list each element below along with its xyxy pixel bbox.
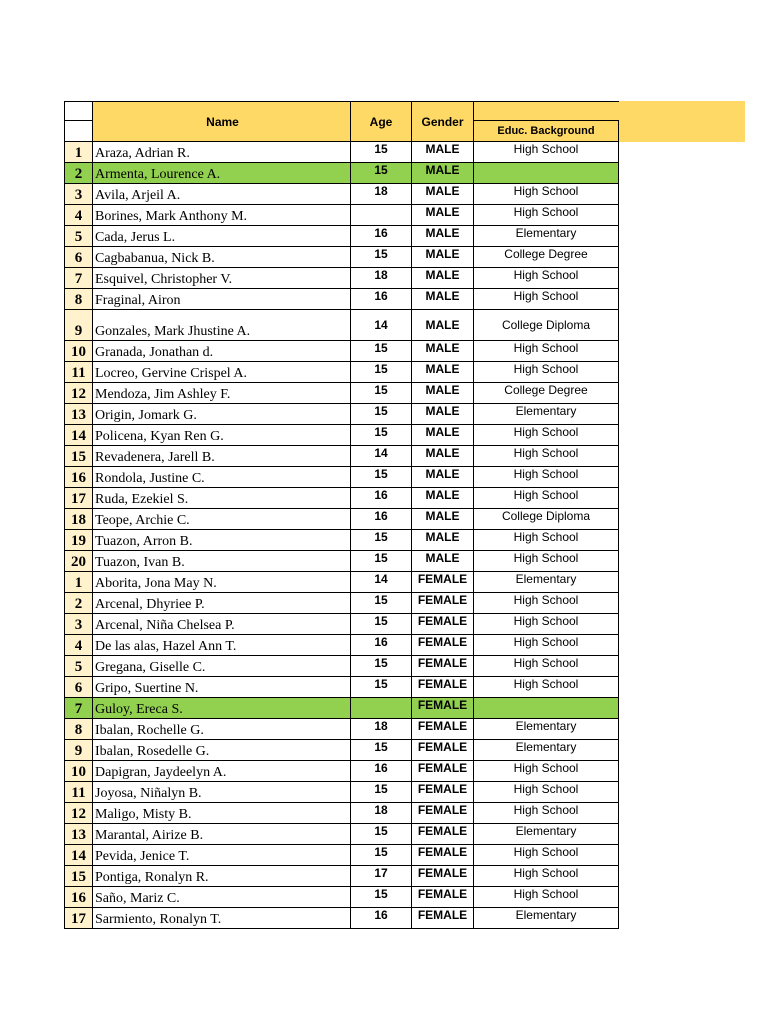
student-age-cell[interactable] bbox=[351, 698, 412, 719]
student-gender-cell[interactable]: FEMALE bbox=[412, 824, 474, 845]
student-name-cell[interactable]: Maligo, Misty B. bbox=[93, 803, 351, 824]
row-number-cell[interactable]: 6 bbox=[65, 247, 93, 268]
row-number-cell[interactable]: 10 bbox=[65, 341, 93, 362]
student-gender-cell[interactable]: MALE bbox=[412, 362, 474, 383]
student-age-cell[interactable]: 15 bbox=[351, 341, 412, 362]
row-number-cell[interactable]: 13 bbox=[65, 404, 93, 425]
student-name-cell[interactable]: Tuazon, Arron B. bbox=[93, 530, 351, 551]
student-name-cell[interactable]: Cagbabanua, Nick B. bbox=[93, 247, 351, 268]
student-gender-cell[interactable]: MALE bbox=[412, 404, 474, 425]
gender-column-header[interactable]: Gender bbox=[412, 102, 474, 142]
student-gender-cell[interactable]: MALE bbox=[412, 551, 474, 572]
row-number-cell[interactable]: 14 bbox=[65, 425, 93, 446]
student-name-cell[interactable]: Borines, Mark Anthony M. bbox=[93, 205, 351, 226]
student-age-cell[interactable]: 18 bbox=[351, 268, 412, 289]
age-column-header[interactable]: Age bbox=[351, 102, 412, 142]
row-number-cell[interactable]: 16 bbox=[65, 467, 93, 488]
table-row bbox=[65, 383, 619, 404]
educ-background-cell[interactable]: High School bbox=[474, 761, 619, 782]
student-name-cell[interactable]: Ibalan, Rochelle G. bbox=[93, 719, 351, 740]
row-number-cell[interactable]: 11 bbox=[65, 782, 93, 803]
student-gender-cell[interactable]: MALE bbox=[412, 247, 474, 268]
student-age-cell[interactable]: 16 bbox=[351, 488, 412, 509]
student-age-cell[interactable]: 15 bbox=[351, 383, 412, 404]
row-number-cell[interactable]: 6 bbox=[65, 677, 93, 698]
student-gender-cell[interactable]: MALE bbox=[412, 488, 474, 509]
table-row bbox=[65, 866, 619, 887]
row-number-cell[interactable]: 4 bbox=[65, 635, 93, 656]
row-number-cell[interactable]: 4 bbox=[65, 205, 93, 226]
educ-background-cell[interactable]: High School bbox=[474, 467, 619, 488]
educ-background-cell[interactable]: High School bbox=[474, 782, 619, 803]
educ-background-cell[interactable]: High School bbox=[474, 446, 619, 467]
educ-background-cell[interactable]: High School bbox=[474, 866, 619, 887]
student-age-cell[interactable]: 15 bbox=[351, 362, 412, 383]
corner-cell-top bbox=[65, 102, 93, 121]
educ-background-cell[interactable]: High School bbox=[474, 845, 619, 866]
table-body bbox=[65, 102, 619, 929]
student-age-cell[interactable]: 15 bbox=[351, 404, 412, 425]
student-name-cell[interactable]: Araza, Adrian R. bbox=[93, 142, 351, 163]
educ-background-cell[interactable]: High School bbox=[474, 803, 619, 824]
educ-background-cell[interactable]: High School bbox=[474, 635, 619, 656]
student-age-cell[interactable]: 15 bbox=[351, 656, 412, 677]
student-gender-cell[interactable]: FEMALE bbox=[412, 803, 474, 824]
student-age-cell[interactable]: 15 bbox=[351, 824, 412, 845]
student-age-cell[interactable]: 15 bbox=[351, 247, 412, 268]
student-age-cell[interactable]: 15 bbox=[351, 782, 412, 803]
table-row bbox=[65, 226, 619, 247]
row-number-cell[interactable]: 7 bbox=[65, 268, 93, 289]
student-name-cell[interactable]: Mendoza, Jim Ashley F. bbox=[93, 383, 351, 404]
student-gender-cell[interactable]: MALE bbox=[412, 163, 474, 184]
student-gender-cell[interactable]: MALE bbox=[412, 205, 474, 226]
table-row bbox=[65, 551, 619, 572]
student-gender-cell[interactable]: FEMALE bbox=[412, 887, 474, 908]
educ-background-cell[interactable]: College Diploma bbox=[474, 509, 619, 530]
student-age-cell[interactable]: 14 bbox=[351, 446, 412, 467]
header-row-1 bbox=[65, 102, 619, 121]
student-name-cell[interactable]: De las alas, Hazel Ann T. bbox=[93, 635, 351, 656]
row-number-cell[interactable]: 3 bbox=[65, 184, 93, 205]
student-gender-cell[interactable]: MALE bbox=[412, 289, 474, 310]
student-age-cell[interactable]: 15 bbox=[351, 467, 412, 488]
student-gender-cell[interactable]: FEMALE bbox=[412, 656, 474, 677]
student-gender-cell[interactable]: FEMALE bbox=[412, 719, 474, 740]
table-row bbox=[65, 425, 619, 446]
row-number-cell[interactable]: 15 bbox=[65, 446, 93, 467]
student-name-cell[interactable]: Armenta, Lourence A. bbox=[93, 163, 351, 184]
student-name-cell[interactable]: Tuazon, Ivan B. bbox=[93, 551, 351, 572]
student-gender-cell[interactable]: FEMALE bbox=[412, 740, 474, 761]
student-name-cell[interactable]: Arcenal, Niña Chelsea P. bbox=[93, 614, 351, 635]
student-age-cell[interactable] bbox=[351, 205, 412, 226]
student-name-cell[interactable]: Arcenal, Dhyriee P. bbox=[93, 593, 351, 614]
table-row bbox=[65, 404, 619, 425]
table-row bbox=[65, 488, 619, 509]
table-row bbox=[65, 887, 619, 908]
student-name-cell[interactable]: Locreo, Gervine Crispel A. bbox=[93, 362, 351, 383]
table-row bbox=[65, 163, 619, 184]
table-row bbox=[65, 268, 619, 289]
educ-background-cell[interactable]: High School bbox=[474, 530, 619, 551]
row-number-cell[interactable]: 5 bbox=[65, 226, 93, 247]
table-row bbox=[65, 824, 619, 845]
student-name-cell[interactable]: Dapigran, Jaydeelyn A. bbox=[93, 761, 351, 782]
educ-background-cell[interactable] bbox=[474, 163, 619, 184]
row-number-cell[interactable]: 10 bbox=[65, 761, 93, 782]
row-number-cell[interactable]: 1 bbox=[65, 572, 93, 593]
educ-background-cell[interactable]: High School bbox=[474, 362, 619, 383]
educ-background-cell[interactable]: High School bbox=[474, 425, 619, 446]
educ-background-cell[interactable]: High School bbox=[474, 184, 619, 205]
student-age-cell[interactable]: 15 bbox=[351, 845, 412, 866]
student-gender-cell[interactable]: MALE bbox=[412, 226, 474, 247]
table-row bbox=[65, 247, 619, 268]
table-row bbox=[65, 908, 619, 929]
student-table bbox=[64, 101, 619, 929]
student-age-cell[interactable]: 15 bbox=[351, 530, 412, 551]
table-row bbox=[65, 509, 619, 530]
row-number-cell[interactable]: 2 bbox=[65, 593, 93, 614]
student-name-cell[interactable]: Saño, Mariz C. bbox=[93, 887, 351, 908]
student-name-cell[interactable]: Gregana, Giselle C. bbox=[93, 656, 351, 677]
table-row bbox=[65, 782, 619, 803]
student-name-cell[interactable]: Teope, Archie C. bbox=[93, 509, 351, 530]
student-age-cell[interactable]: 15 bbox=[351, 142, 412, 163]
student-age-cell[interactable]: 15 bbox=[351, 551, 412, 572]
table-row bbox=[65, 677, 619, 698]
student-age-cell[interactable]: 15 bbox=[351, 887, 412, 908]
row-number-cell[interactable]: 17 bbox=[65, 488, 93, 509]
table-row bbox=[65, 845, 619, 866]
student-name-cell[interactable]: Sarmiento, Ronalyn T. bbox=[93, 908, 351, 929]
educ-background-cell[interactable]: High School bbox=[474, 551, 619, 572]
student-gender-cell[interactable]: MALE bbox=[412, 530, 474, 551]
student-name-cell[interactable]: Guloy, Ereca S. bbox=[93, 698, 351, 719]
row-number-cell[interactable]: 8 bbox=[65, 289, 93, 310]
student-name-cell[interactable]: Ibalan, Rosedelle G. bbox=[93, 740, 351, 761]
educ-background-cell[interactable]: Elementary bbox=[474, 572, 619, 593]
table-row bbox=[65, 698, 619, 719]
row-number-cell[interactable]: 1 bbox=[65, 142, 93, 163]
row-number-cell[interactable]: 16 bbox=[65, 887, 93, 908]
student-name-cell[interactable]: Rondola, Justine C. bbox=[93, 467, 351, 488]
table-row bbox=[65, 635, 619, 656]
student-age-cell[interactable]: 18 bbox=[351, 184, 412, 205]
student-name-cell[interactable]: Granada, Jonathan d. bbox=[93, 341, 351, 362]
educ-background-cell[interactable]: High School bbox=[474, 887, 619, 908]
row-number-cell[interactable]: 3 bbox=[65, 614, 93, 635]
student-gender-cell[interactable]: FEMALE bbox=[412, 782, 474, 803]
educ-background-cell[interactable]: High School bbox=[474, 593, 619, 614]
row-number-cell[interactable]: 14 bbox=[65, 845, 93, 866]
student-gender-cell[interactable]: MALE bbox=[412, 425, 474, 446]
student-gender-cell[interactable]: MALE bbox=[412, 467, 474, 488]
group-header-fill bbox=[618, 101, 745, 142]
student-name-cell[interactable]: Cada, Jerus L. bbox=[93, 226, 351, 247]
student-name-cell[interactable]: Origin, Jomark G. bbox=[93, 404, 351, 425]
educ-background-cell[interactable]: College Degree bbox=[474, 383, 619, 404]
educ-background-cell[interactable]: Elementary bbox=[474, 740, 619, 761]
row-number-cell[interactable]: 5 bbox=[65, 656, 93, 677]
table-row bbox=[65, 446, 619, 467]
student-gender-cell[interactable]: FEMALE bbox=[412, 677, 474, 698]
student-name-cell[interactable]: Pevida, Jenice T. bbox=[93, 845, 351, 866]
educ-background-cell[interactable]: High School bbox=[474, 656, 619, 677]
corner-cell-bottom bbox=[65, 121, 93, 142]
student-gender-cell[interactable]: FEMALE bbox=[412, 698, 474, 719]
student-age-cell[interactable]: 18 bbox=[351, 803, 412, 824]
educ-background-cell[interactable]: Elementary bbox=[474, 719, 619, 740]
educ-background-cell[interactable]: Elementary bbox=[474, 908, 619, 929]
student-age-cell[interactable]: 16 bbox=[351, 289, 412, 310]
table-row bbox=[65, 341, 619, 362]
student-name-cell[interactable]: Marantal, Airize B. bbox=[93, 824, 351, 845]
row-number-cell[interactable]: 9 bbox=[65, 740, 93, 761]
educ-background-cell[interactable]: High School bbox=[474, 677, 619, 698]
row-number-cell[interactable]: 18 bbox=[65, 509, 93, 530]
educ-background-cell[interactable]: Elementary bbox=[474, 824, 619, 845]
name-column-header[interactable]: Name bbox=[93, 102, 351, 142]
educ-background-cell[interactable]: High School bbox=[474, 614, 619, 635]
student-gender-cell[interactable]: FEMALE bbox=[412, 761, 474, 782]
student-age-cell[interactable]: 15 bbox=[351, 677, 412, 698]
student-gender-cell[interactable]: MALE bbox=[412, 142, 474, 163]
student-age-cell[interactable]: 16 bbox=[351, 226, 412, 247]
row-number-cell[interactable]: 12 bbox=[65, 803, 93, 824]
table-row bbox=[65, 530, 619, 551]
student-gender-cell[interactable]: FEMALE bbox=[412, 635, 474, 656]
row-number-cell[interactable]: 11 bbox=[65, 362, 93, 383]
table-row bbox=[65, 467, 619, 488]
student-age-cell[interactable]: 15 bbox=[351, 425, 412, 446]
table-row bbox=[65, 205, 619, 226]
student-age-cell[interactable]: 17 bbox=[351, 866, 412, 887]
student-age-cell[interactable]: 15 bbox=[351, 163, 412, 184]
student-gender-cell[interactable]: FEMALE bbox=[412, 572, 474, 593]
student-age-cell[interactable]: 16 bbox=[351, 908, 412, 929]
student-name-cell[interactable]: Fraginal, Airon bbox=[93, 289, 351, 310]
student-age-cell[interactable]: 15 bbox=[351, 593, 412, 614]
student-gender-cell[interactable]: FEMALE bbox=[412, 908, 474, 929]
student-gender-cell[interactable]: MALE bbox=[412, 383, 474, 404]
educ-background-cell[interactable]: Elementary bbox=[474, 404, 619, 425]
student-name-cell[interactable]: Joyosa, Niñalyn B. bbox=[93, 782, 351, 803]
row-number-cell[interactable]: 9 bbox=[65, 310, 93, 341]
educ-background-cell[interactable]: High School bbox=[474, 268, 619, 289]
table-row bbox=[65, 719, 619, 740]
table-row bbox=[65, 593, 619, 614]
student-gender-cell[interactable]: FEMALE bbox=[412, 866, 474, 887]
row-number-cell[interactable]: 15 bbox=[65, 866, 93, 887]
row-number-cell[interactable]: 17 bbox=[65, 908, 93, 929]
row-number-cell[interactable]: 8 bbox=[65, 719, 93, 740]
educ-background-cell[interactable]: College Degree bbox=[474, 247, 619, 268]
student-name-cell[interactable]: Policena, Kyan Ren G. bbox=[93, 425, 351, 446]
educ-background-cell[interactable]: High School bbox=[474, 205, 619, 226]
educ-background-cell[interactable]: High School bbox=[474, 289, 619, 310]
group-header-cell bbox=[474, 102, 619, 121]
table-row bbox=[65, 289, 619, 310]
student-name-cell[interactable]: Revadenera, Jarell B. bbox=[93, 446, 351, 467]
student-name-cell[interactable]: Avila, Arjeil A. bbox=[93, 184, 351, 205]
table-row bbox=[65, 184, 619, 205]
student-gender-cell[interactable]: MALE bbox=[412, 184, 474, 205]
table-row bbox=[65, 142, 619, 163]
table-row bbox=[65, 362, 619, 383]
student-gender-cell[interactable]: MALE bbox=[412, 446, 474, 467]
educ-background-cell[interactable]: College Diploma bbox=[474, 310, 619, 341]
student-gender-cell[interactable]: MALE bbox=[412, 509, 474, 530]
student-name-cell[interactable]: Pontiga, Ronalyn R. bbox=[93, 866, 351, 887]
student-gender-cell[interactable]: MALE bbox=[412, 268, 474, 289]
row-number-cell[interactable]: 13 bbox=[65, 824, 93, 845]
educ-background-header[interactable]: Educ. Background bbox=[474, 121, 619, 142]
student-age-cell[interactable]: 15 bbox=[351, 614, 412, 635]
student-age-cell[interactable]: 18 bbox=[351, 719, 412, 740]
student-age-cell[interactable]: 15 bbox=[351, 740, 412, 761]
row-number-cell[interactable]: 12 bbox=[65, 383, 93, 404]
table-row bbox=[65, 614, 619, 635]
student-age-cell[interactable]: 16 bbox=[351, 761, 412, 782]
table-row bbox=[65, 803, 619, 824]
table-row bbox=[65, 310, 619, 341]
table-row bbox=[65, 761, 619, 782]
student-gender-cell[interactable]: FEMALE bbox=[412, 845, 474, 866]
table-row bbox=[65, 572, 619, 593]
table-row bbox=[65, 656, 619, 677]
educ-background-cell[interactable]: High School bbox=[474, 488, 619, 509]
student-age-cell[interactable]: 16 bbox=[351, 635, 412, 656]
student-age-cell[interactable]: 14 bbox=[351, 572, 412, 593]
row-number-cell[interactable]: 19 bbox=[65, 530, 93, 551]
educ-background-cell[interactable]: High School bbox=[474, 142, 619, 163]
row-number-cell[interactable]: 7 bbox=[65, 698, 93, 719]
table-row bbox=[65, 740, 619, 761]
student-name-cell[interactable]: Ruda, Ezekiel S. bbox=[93, 488, 351, 509]
student-name-cell[interactable]: Esquivel, Christopher V. bbox=[93, 268, 351, 289]
student-gender-cell[interactable]: FEMALE bbox=[412, 614, 474, 635]
student-name-cell[interactable]: Gripo, Suertine N. bbox=[93, 677, 351, 698]
educ-background-cell[interactable]: Elementary bbox=[474, 226, 619, 247]
row-number-cell[interactable]: 2 bbox=[65, 163, 93, 184]
educ-background-cell[interactable]: High School bbox=[474, 341, 619, 362]
student-age-cell[interactable]: 16 bbox=[351, 509, 412, 530]
row-number-cell[interactable]: 20 bbox=[65, 551, 93, 572]
student-name-cell[interactable]: Gonzales, Mark Jhustine A. bbox=[93, 310, 351, 341]
educ-background-cell[interactable] bbox=[474, 698, 619, 719]
student-gender-cell[interactable]: MALE bbox=[412, 341, 474, 362]
student-gender-cell[interactable]: MALE bbox=[412, 310, 474, 341]
student-age-cell[interactable]: 14 bbox=[351, 310, 412, 341]
student-name-cell[interactable]: Aborita, Jona May N. bbox=[93, 572, 351, 593]
student-gender-cell[interactable]: FEMALE bbox=[412, 593, 474, 614]
